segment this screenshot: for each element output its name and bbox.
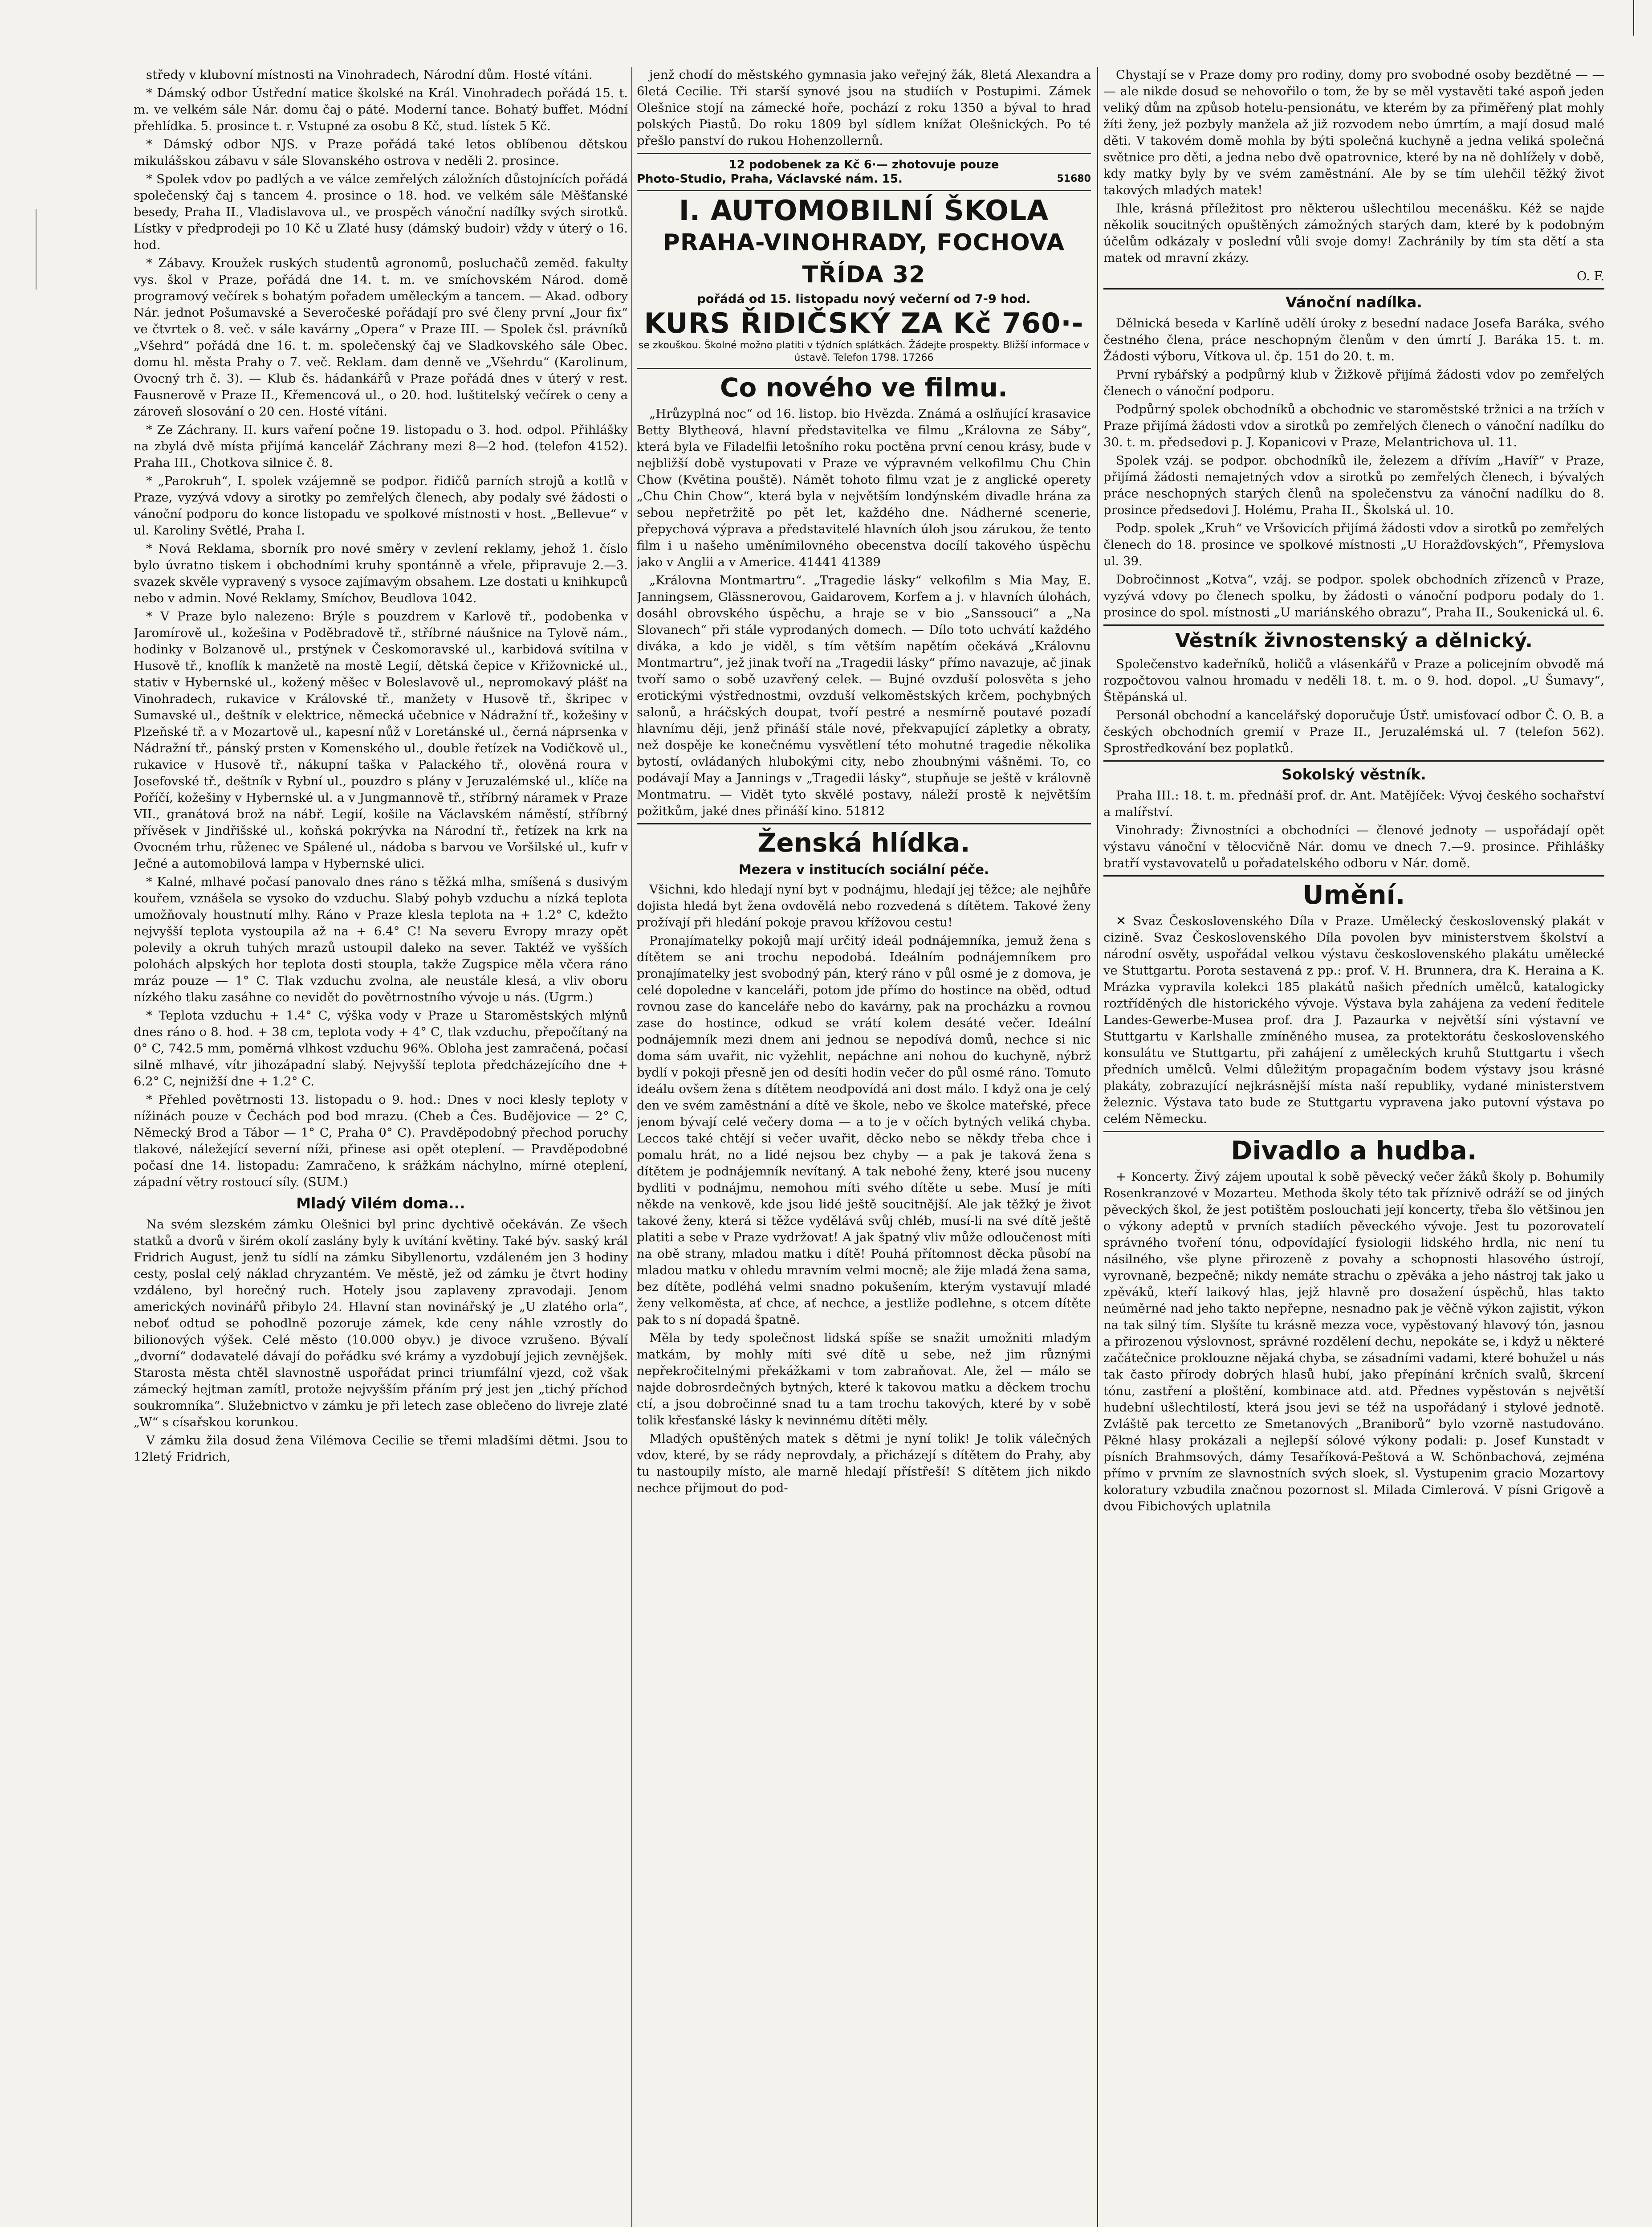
photo-ad-line-2: Photo-Studio, Praha, Václavské nám. 15. xyxy=(637,172,903,186)
vestnik-paragraph: Personál obchodní a kancelářský doporučuje Ústř. umisťovací odbor Č. O. B. a českých obchodních gremií v Praze II., Jeruzalémská ul. 7 (telefon 562). Sprostředkování bez poplatků. xyxy=(1103,708,1604,755)
divider xyxy=(1103,1131,1604,1132)
school-ad-address: PRAHA-VINOHRADY, FOCHOVA TŘÍDA 32 xyxy=(663,229,1065,288)
film-paragraph: „Královna Montmartru“. „Tragedie lásky“ velkofilm s Mia May, E. Janningsem, Glässnerovou, Gaidarovem, Korfem a j. v hlavních úlohách, dosáhl obrovského úspěchu, a hraje se v bio „Sanssouci“ a „Na Slovanech“ při stále vyprodaných domech. — Dílo toto uchvátí každého diváka, a kdo je viděl, s tím větším napětím očekává „Královnu Montmartru“, jež jinak tvoří na „Tragedii lásky“ přímo navazuje, ač jinak tvoří samo o sobě uzavřený celek. — Bujné ovzduší polosvěta s jeho erotickými výstřednostmi, ovzduší velkoměstských krčem, pochybných salonů, a hráčských doupat, tvoří pestré a nesmírně poutavé pozadí hlavnímu ději, jenž přináší stále nové, překvapující zápletky a obraty, než dospěje ke konečnému vysvětlení této mohutné tragedie několika bytostí, ovládaných hlubokými city, nebo zhoubnými vášněmi. To, co podávají May a Jannings v „Tragedii lásky“, stupňuje se ještě v královně Montmatru. — Vidět tyto skvělé postavy, náleží prostě k největším požitkům, jaké dnes přináší kino. 51812 xyxy=(637,573,1091,818)
divider xyxy=(637,190,1091,191)
sokol-title: Sokolský věstník. xyxy=(1282,766,1426,783)
author-signature: O. F. xyxy=(1577,269,1604,283)
column-2 xyxy=(637,67,1091,2227)
news-item: * Kalné, mlhavé počasí panovalo dnes ráno s těžká mlha, smíšená s dusivým kouřem, vznášela se vysoko do vzduchu. Slabý pohyb vzduchu a nízká teplota umožňovaly houstnutí mlhy. Ráno v Praze klesla teplota na + 1.2° C, kdežto nejvyšší teplota vystoupila až na + 6.4° C! Na severu Evropy mrazy opět polevily a okruh tuhých mrazů ustoupil daleko na sever. Taktéž ve vyšších polohách alpských hor teplota dosti stoupla, takže Zugspice měla včera ráno mráz pouze — 1° C. Tlak vzduchu zvolna, ale neustále klesá, a vliv oboru nízkého tlaku zasáhne co nevidět do povětrnostního vývoje u nás. (Ugrm.) xyxy=(134,875,628,1004)
news-item: * „Parokruh“, I. spolek vzájemně se podpor. řidičů parních strojů a kotlů v Praze, vyzývá vdovy a sirotky po zemřelých členech, aby podaly své žádosti o vánoční podporu do konce listopadu ve spolkové místnosti v host. „Bellevue“ v ul. Karoliny Světlé, Praha I. xyxy=(134,474,628,538)
umeni-title: Umění. xyxy=(1302,880,1405,910)
photo-ad-line-1: 12 podobenek za Kč 6·— zhotovuje pouze xyxy=(728,158,999,171)
divider xyxy=(1103,624,1604,626)
vilem-title: Mladý Vilém doma... xyxy=(296,1195,465,1212)
zenska-paragraph: Pronajímatelky pokojů mají určitý ideál podnájemníka, jemuž žena s dítětem se ani trochu nepodobá. Ideálním podnájemníkem pro pronajímatelky jest svobodný pán, který ráno v půl osmé je z domova, je celé dopoledne v kanceláři, potom jde přímo do hostince na oběd, odtud rovnou zase do kanceláře nebo do kavárny, pak na procházku a rovnou zase do hostince, odkud se vrátí kolem desáté večer. Ideální podnájemník mezi dnem ani jednou se nepodívá domů, nechce si nic doma sám uvařit, nic vyžehlit, nepáchne ani nohou do kuchyně, nýbrž bydlí v pokoji přesně jen od desíti hodin večer do půl osmé ráno. Tomuto ideálu ovšem žena s dítětem neodpovídá ani dost málo. I když ona je celý den ve svém zaměstnání a dítě ve škole, nebo ve školce mateřské, přece jenom bývají celé večery doma — a to je v očích bytných veliká chyba. Leccos také chtějí si večer uvařit, děcko nebo se někdy třeba chce i pomalu hrát, no a lidé nejsou bez chyby — a pak je taková žena s dítětem je podnájemník nevítaný. A tak nebohé ženy, které jsou nuceny bydliti v podnájmu, nemohou míti svého dítěte u sebe. Musí je míti někde na venkově, kde jsou lidé ještě soucitnější. Ale jak těžký je život takové ženy, která si těžce vydělává svůj chléb, musí-li na své dítě ještě platiti a sebe v Praze vydržovat! A jak špatný vliv může odloučenost míti na obě strany, mladou matku i dítě! Pouhá přítomnost děcka působí na mladou matku v ohledu mravním velmi mocně; ale žije mladá žena sama, bez dítěte, podléhá velmi snadno pokušením, kterým vystavují mladé ženy velkoměsta, ať chce, ať nechce, a jestliže podlehne, s otcem dítěte pak to s ní dopadá špatně. xyxy=(637,934,1091,1327)
vilem-paragraph: Na svém slezském zámku Olešnici byl princ dychtivě očekáván. Ze všech statků a dvorů v širém okolí zaslány byly k uvítání květiny. Také býv. saský král Fridrich August, jenž tu sídlí na zámku Sibyllenortu, vzdáleném jen 3 hodiny cesty, poslal celý náklad chryzantém. Ve městě, jež od zámku je čtvrt hodiny vzdáleno, byl horečný ruch. Hotely jsou zaplaveny zpravodaji. Jenom amerických novinářů přibylo 24. Hlavní stan novinářský je „U zlatého orla“, neboť odtud se pohodlně pozoruje zámek, kde ceny náhle vzrostly do bilionových výšek. Celé město (10.000 obyv.) je divoce vzrušeno. Bývalí „dvorní“ dodavatelé dávají do pořádku své krámy a vyzdobují jejich zevnějšek. Starosta města chtěl slavnostně uspořádat princi triumfální vjezd, což však zámecký hejtman zamítl, protože nejvyšším přáním prý jest jen „tichý příchod soukromníka“. Služebnictvo v zámku je při letech zase oblečeno do livreje zlaté „W“ s císařskou korunkou. xyxy=(134,1217,628,1429)
column-rule-1 xyxy=(631,67,632,2227)
column-3 xyxy=(1103,67,1604,2227)
vanocni-paragraph: Podpůrný spolek obchodníků a obchodnic ve staroměstské tržnici a na tržích v Praze přijímá žádosti vdov a sirotků po zemřelých členech o vánoční nadílku do 30. t. m. předsedovi p. J. Kopanicovi v Praze, Melantrichova ul. 11. xyxy=(1103,402,1604,449)
column-rule-2 xyxy=(1097,67,1098,2227)
news-item: * Ze Záchrany. II. kurs vaření počne 19. listopadu o 3. hod. odpol. Přihlášky na zbylá dvě místa přijímá kancelář Záchrany mezi 8—2 hod. (telefon 4152). Praha III., Chotkova silnice č. 8. xyxy=(134,423,628,470)
umeni-paragraph: ✕ Svaz Československého Díla v Praze. Umělecký československý plakát v cizině. Svaz Československého Díla povolen byv ministerstvem školství a národní osvěty, uspořádal velkou výstavu československého plakátu umělecké ve Stuttgartu. Porota sestavená z pp.: prof. V. H. Brunnera, dra K. Heraina a K. Mrázka vypravila kolekci 185 plakátů našich předních umělců, katalogicky roztříděných dle historického vývoje. Výstava byla zahájena za vedení ředitele Landes-Gewerbe-Musea prof. dra J. Pazaurka v největší síni výstavní ve Stuttgartu v Karlshalle zmíněného musea, za protektorátu československého konsulátu ve Stuttgartu, při zahájení z uměleckých kruhů Stuttgartu i všech předních umělců. Velmi důležitým propagačním bodem výstavy jsou krásné plakáty, zobrazující nejkrásnější místa naší republiky, vydané ministerstvem železnic. Výstava tato bude ze Stuttgartu vypravena jako putovní výstava po celém Německu. xyxy=(1103,914,1604,1126)
news-item: * Zábavy. Kroužek ruských studentů agronomů, posluchačů zeměd. fakulty vys. škol v Praze, pořádá dne 14. t. m. ve smíchovském Národ. domě programový večírek s bohatým pořadem uměleckým a tancem. — Akad. odbory Nár. jednot Pošumavské a Severočeské pořádají pro své členy první „Jour fix“ ve čtvrtek o 8. več. v sále kavárny „Opera“ v Praze III. — Spolek čsl. právníků „Všehrd“ pořádá dne 16. t. m. společenský čaj ve Sladkovského sále Obec. domu hl. města Prahy o 7. več. Reklam. dam denně ve „Všehrdu“ (Karolinum, Ovocný trh č. 3). — Klub čs. hádankářů v Praze pořádá dnes v úterý v rest. Fausnerově v Praze II., Křemencová ul., o 20. hod. luštitelský večírek o ceny a zároveň slosování o 20 cen. Hosté vítáni. xyxy=(134,256,628,419)
vanocni-title: Vánoční nadílka. xyxy=(1286,294,1422,311)
news-item: středy v klubovní místnosti na Vinohradech, Národní dům. Hosté vítáni. xyxy=(146,68,593,82)
vanocni-paragraph: Dobročinnost „Kotva“, vzáj. se podpor. spolek obchodních zřízenců v Praze, vyzývá vdovy po členech spolku, by žádosti o vánoční podporu podaly do 1. prosince do spol. místnosti „U mariánského obrazu“, Praha II., Soukenická ul. 6. xyxy=(1103,572,1604,620)
school-ad-course-note: pořádá od 15. listopadu nový večerní od 7-9 hod. xyxy=(697,292,1031,306)
divider xyxy=(637,153,1091,154)
sokol-paragraph: Praha III.: 18. t. m. přednáší prof. dr. Ant. Matějíček: Vývoj českého sochařství a malířství. xyxy=(1103,788,1604,819)
sokol-paragraph: Vinohrady: Živnostníci a obchodníci — členové jednoty — uspořádají opět výstavu vánoční v tělocvičně Nár. domu ve dnech 7.—9. prosince. Přihlášky bratří vystavovatelů u pořadatelského odboru v Nár. domě. xyxy=(1103,823,1604,870)
vanocni-paragraph: Podp. spolek „Kruh“ ve Vršovicích přijímá žádosti vdov a sirotků po zemřelých členech do 18. prosince ve spolkové místnosti „U Horažďovských“, Přemyslova ul. 39. xyxy=(1103,521,1604,568)
vilem-continuation: jenž chodí do městského gymnasia jako veřejný žák, 8letá Alexandra a 6letá Cecilie. Tři starší synové jsou na studiích v Postupimi. Zámek Olešnice stojí na zámecké hoře, pochází z roku 1350 a býval to hrad polských Piastů. Do roku 1809 byl sídlem knížat Olešnických. Po té přešlo panství do rukou Hohenzollernů. xyxy=(637,68,1091,148)
film-section-title: Co nového ve filmu. xyxy=(720,372,1008,403)
news-item: * Spolek vdov po padlých a ve válce zemřelých záložních důstojnících pořádá společenský čaj s tancem 4. prosince o 18. hod. ve velkém sále Měšťanské besedy, Praha II., Vladislavova ul., ve prospěch vánoční nadílky svých sirotků. Lístky v předprodeji po 10 Kč u Zlaté husy (dámský budoir) vždy v úterý o 16. hod. xyxy=(134,172,628,252)
school-ad-details: se zkouškou. Školné možno platiti v týdních splátkách. Žádejte prospekty. Bližší informace v ústavě. Telefon 1798. 17266 xyxy=(638,340,1090,363)
divider xyxy=(1103,288,1604,290)
zenska-continuation: Chystají se v Praze domy pro rodiny, domy pro svobodné osoby bezdětné — — — ale nikde dosud se nehovořilo o tom, že by se měl vystavěti také aspoň jeden veliký dům na způsob hotelu-pensionátu, ve kterém by za přiměřený plat mohly žíti ženy, jež pozbyly manžela až již rozvodem nebo úmrtím, a mají dosud malé děti. V takovém domě mohla by býti společná kuchyně a jedna veliká společná světnice pro děti, a jedna nebo dvě opatrovnice, které by na ně dohlížely v době, kdy matky byly by ve svém zaměstnání. Ale by se tím ulehčil těžký život takových mladých matek! xyxy=(1103,68,1604,197)
school-ad-title: I. AUTOMOBILNÍ ŠKOLA xyxy=(679,194,1049,227)
news-item: * Dámský odbor NJS. v Praze pořádá také letos oblíbenou dětskou mikulášskou zábavu v sále Slovanského ostrova v neděli 2. prosince. xyxy=(134,137,628,168)
divadlo-title: Divadlo a hudba. xyxy=(1231,1135,1477,1166)
vilem-paragraph: V zámku žila dosud žena Vilémova Cecilie se třemi mladšími dětmi. Jsou to 12letý Fridrich, xyxy=(134,1433,628,1464)
news-item: * Teplota vzduchu + 1.4° C, výška vody v Praze u Staroměstských mlýnů dnes ráno o 8. hod. + 38 cm, teplota vody + 4° C, tlak vzduchu, přepočítaný na 0° C, 742.5 mm, poměrná vlhkost vzduchu 96%. Obloha jest zamračená, počasí silně mlhavé, vítr jihozápadní slabý. Nejvyšší teplota předcházejícího dne + 6.2° C, nejnižší dne + 1.2° C. xyxy=(134,1008,628,1089)
zenska-paragraph: Všichni, kdo hledají nyní byt v podnájmu, hledají jej těžce; ale nejhůře dojista hledá byt žena ovdovělá nebo rozvedená s dítětem. Takové ženy prožívají při hledání pokoje pravou křížovou cestu! xyxy=(637,882,1091,930)
vestnik-paragraph: Společenstvo kadeřníků, holičů a vlásenkářů v Praze a policejním obvodě má rozpočtovou valnou hromadu v neděli 18. t. m. o 9. hod. dopol. „U Šumavy“, Štěpánská ul. xyxy=(1103,657,1604,704)
divider xyxy=(1103,875,1604,877)
zenska-subtitle: Mezera v institucích sociální péče. xyxy=(738,862,989,877)
news-item: * Přehled povětrnosti 13. listopadu o 9. hod.: Dnes v noci klesly teploty v nížinách pouze v Čechách pod bod mrazu. (Cheb a Čes. Budějovice — 2° C, Německý Brod a Tábor — 1° C, Praha 0° C). Pravděpodobný přechod poruchy tlakové, náležející severní níži, přinese asi opět oteplení. — Pravděpodobné počasí dne 14. listopadu: Zamračeno, k srážkám náchylno, mírné oteplení, západní větry rostoucí síly. (SUM.) xyxy=(134,1093,628,1189)
news-item: * Dámský odbor Ústřední matice školské na Král. Vinohradech pořádá 15. t. m. ve velkém sále Nár. domu čaj o páté. Moderní tance. Bohatý buffet. Módní přehlídka. 5. prosince t. r. Vstupné za osobu 8 Kč, stud. lístek 5 Kč. xyxy=(134,86,628,133)
zenska-section-title: Ženská hlídka. xyxy=(757,828,970,858)
page-edge-mark xyxy=(1633,0,1634,36)
divider xyxy=(637,823,1091,824)
divider xyxy=(637,368,1091,369)
vanocni-paragraph: Spolek vzáj. se podpor. obchodníků ile, železem a dřívím „Havíř“ v Praze, přijímá žádosti nemajetných vdov a sirotků po zemřelých členech, i bývalých práce neschopných starých členů na společenstvu za vánoční nadílku do 8. prosince předsedovi J. Holému, Praha II., Školská ul. 10. xyxy=(1103,453,1604,517)
news-item: * Nová Reklama, sborník pro nové směry v zevlení reklamy, jehož 1. číslo bylo úvratno tiskem i obchodními kruhy spontánně a vřele, připravuje 2.—3. svazek skvěle vypravený s vysoce zajímavým obsahem. Lze dostati u knihkupců nebo v admin. Nové Reklamy, Smíchov, Beudlova 1042. xyxy=(134,542,628,605)
divadlo-paragraph: + Koncerty. Živý zájem upoutal k sobě pěvecký večer žáků školy p. Bohumily Rosenkranzové v Mozarteu. Methoda školy této tak příznivě odráží se od jiných pěveckých škol, že jest potištěm poslouchati její koncerty, třeba šlo většinou jen o výkony adeptů v prvních stadiích pěveckého vývoje. Jest tu pozorovatelí správného tvoření tónu, odpovídající fysiologii lidského hrdla, nic není tu násilného, vše plyne přirozeně z povahy a schopnosti hlasového ústrojí, vyrovnaně, bezpečně; nikdy nemáte strachu o zpěváka a jeho nástroj tak jako u zpěváků, kteří laikový hlas, jejž hlavně pro dosažení úspěchů, hlas takto neúměrné nad jeho takto nepřepne, nesnadno pak je věčně výkon zajistit, výkon na tak silný tím. Slyšíte tu krásně mezza voce, vypěstovaný hlavový tón, jasnou a přirozenou výslovnost, správné rozdělení dechu, nepokáte se, i když u některé začátečnice proklouzne nějaká chyba, se zásadními vadami, které bohužel u nás tak často přírody dobrých hlasů hubí, jako přepínání krčních svalů, škrcení tónu, zastření a ploštění, kombinace atd. atd. Přednes vypěstován s největší hudební ušlechtilostí, která jsou jevi se též na uspořádaný i stylové jednotě. Zvláště pak tercetto ze Smetanových „Braniborů“ bylo vzorně nastudováno. Pěkné hlasy prokázali a nejlepší sólové výkony podali: p. Josef Kunstadt v písních Brahmsových, dámy Tesaříková-Peštová a W. Schönbachová, zejména přímo v prvním ze slavnostních svých sloek, sl. Vystupenim gracio Mozartovy koloratury vzbudila značnou pozornost sl. Milada Cimlerová. V písni Grigově a dvou Fibichových uplatnila xyxy=(1103,1170,1604,1513)
ad-code: 51680 xyxy=(1057,173,1091,184)
column-1 xyxy=(134,67,628,2227)
school-ad-price: KURS ŘIDIČSKÝ ZA Kč 760·- xyxy=(644,307,1084,339)
vanocni-paragraph: Dělnická beseda v Karlíně udělí úroky z besední nadace Josefa Baráka, svého čestného člena, práce neschopným členům v den úmrtí J. Baráka 15. t. m. Žádosti výboru, Vítkova ul. čp. 151 do 20. t. m. xyxy=(1103,316,1604,363)
divider xyxy=(1103,760,1604,762)
vanocni-paragraph: První rybářský a podpůrný klub v Žižkově přijímá žádosti vdov po zemřelých členech o vánoční podporu. xyxy=(1103,367,1604,398)
zenska-paragraph: Mladých opuštěných matek s dětmi je nyní tolik! Je tolik válečných vdov, které, by se rády neprovdaly, a přicházejí s dítětem do Prahy, aby tu nastoupily místo, ale marně hledají přístřeší! S dítětem jich nikdo nechce přijmout do pod- xyxy=(637,1432,1091,1495)
photo-studio-ad xyxy=(637,158,1091,186)
zenska-paragraph: Měla by tedy společnost lidská spíše se snažit umožniti mladým matkám, by mohly míti své dítě u sebe, než jim různými nepřekročitelnými překážkami v tom zabraňovat. Ale, žel — málo se najde dobrosrdečných bytných, které k takovou matku a děckem trochu ctí, a jsou dobročinné snad tu a tam trochu takových, které by v sobě tolik křesťanské lásky k nevinnému dítěti měly. xyxy=(637,1331,1091,1428)
zenska-continuation: Ihle, krásná příležitost pro některou ušlechtilou mecenášku. Kéž se najde několik soucitných opuštěných zámožných starých dam, které by k podobným účelům odkázaly v poslední vůli svoje domy! Zachránily by tím sta dětí a sta matek od mravní zkázy. xyxy=(1103,201,1604,265)
page-margin-mark xyxy=(36,209,37,290)
vestnik-title: Věstník živnostenský a dělnický. xyxy=(1175,629,1533,652)
news-item: * V Praze bylo nalezeno: Brýle s pouzdrem v Karlově tř., podobenka v Jaromírově ul., kožešina v Poděbradově tř., stříbrné náušnice na Tylově nám., hodinky v Bolzanově ul., prstýnek v Českomoravské ul., karbidová svítilna v Husově tř., knoflík k manžetě na mostě Legií, dětská čepice v Křižovnické ul., stativ v Hybernské ul., kožený měšec v Boleslavově ul., nepromokavý plášť na Vinohradech, rukavice v Královské tř., manžety v Husově tř., škripec v Sumavské ul., deštník v elektrice, německá učebnice v Nádražní tř., kožešiny v Plzeňské tř. a v Mozartově ul., kapesní nůž v Loretánské ul., černá náprsenka v Nádražní tř., pánský prsten v Komenského ul., double řetízek na Vodičkově ul., rukavice v Husově tř., nákupní taška v Palackého tř., olověná rourа v Josefovské tř., deštník v Rybní ul., pouzdro s plány v Jeruzalémské ul., klíče na Poříčí, kožešiny v Hybernské ul. a v Jungmannově tř., stříbrný náramek v Praze VII., granátová brož na nábř. Legií, košile na Václavském náměstí, stříbrný přívěsek v Jindřišské ul., koňská pokrývka na Národní tř., řetízek na krk na Ovocném trhu, růženec ve Spálené ul., nádoba s barvou ve Voršilské ul., kufr v Ječné a automobilová lampa v Hybernské ulici. xyxy=(134,609,628,871)
film-paragraph: „Hrůzyplná noc“ od 16. listop. bio Hvězda. Známá a oslňující krasavice Betty Blytheová, hlavní představitelka ve filmu „Královna ze Sáby“, která byla ve Filadelfii letošního roku poctěna první cenou krásy, bude v nejbližší době vystupovati v Praze ve výpravném velkofilmu Chu Chin Chow (Květina pouště). Námět tohoto filmu vzat je z anglické operety „Chu Chin Chow“, která byla v největším londýnském divadle hrána za sebou nepřetržitě po pět let, každého dne. Nádherné scenerie, přepychová výprava a představitelé hlavních úloh jsou zárukou, že tento film i u našeho uměnímilovného obecenstva docílí takového úspěchu jako v Anglii a v Americe. 41441 41389 xyxy=(637,407,1091,569)
driving-school-ad xyxy=(637,195,1091,364)
